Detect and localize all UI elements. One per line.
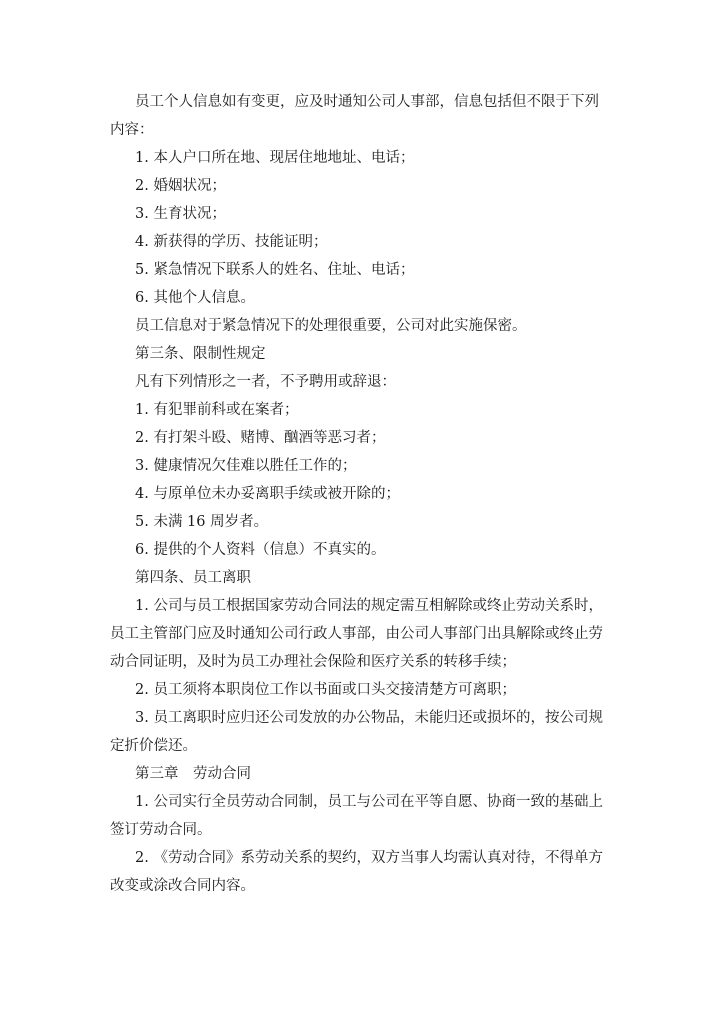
- list-item: 5. 紧急情况下联系人的姓名、住址、电话；: [135, 262, 415, 278]
- paragraph-line: 3. 员工离职时应归还公司发放的办公物品，未能归还或损坏的，按公司规: [135, 710, 603, 726]
- paragraph-line: 签订劳动合同。: [110, 822, 212, 838]
- paragraph-line: 改变或涂改合同内容。: [110, 878, 255, 894]
- list-item: 3. 健康情况欠佳难以胜任工作的；: [135, 458, 357, 474]
- list-item: 5. 未满 16 周岁者。: [135, 514, 269, 530]
- list-item: 2. 婚姻状况；: [135, 178, 226, 194]
- section-heading: 第四条、员工离职: [135, 570, 251, 586]
- paragraph-line: 动合同证明，及时为员工办理社会保险和医疗关系的转移手续；: [110, 654, 516, 670]
- section-heading: 第三条、限制性规定: [135, 346, 266, 362]
- paragraph-line: 凡有下列情形之一者，不予聘用或辞退：: [135, 374, 396, 390]
- paragraph-line: 1. 公司实行全员劳动合同制，员工与公司在平等自愿、协商一致的基础上: [135, 794, 603, 810]
- list-item: 6. 提供的个人资料（信息）不真实的。: [135, 542, 386, 558]
- list-item: 6. 其他个人信息。: [135, 290, 255, 306]
- paragraph-line: 内容：: [110, 122, 154, 138]
- paragraph-line: 2. 《劳动合同》系劳动关系的契约，双方当事人均需认真对待，不得单方: [135, 850, 603, 866]
- list-item: 4. 新获得的学历、技能证明；: [135, 234, 328, 250]
- paragraph-line: 员工主管部门应及时通知公司行政人事部，由公司人事部门出具解除或终止劳: [110, 626, 603, 642]
- paragraph-line: 定折价偿还。: [110, 738, 197, 754]
- list-item: 3. 生育状况；: [135, 206, 226, 222]
- paragraph-line: 2. 员工须将本职岗位工作以书面或口头交接清楚方可离职；: [135, 682, 516, 698]
- paragraph-line: 1. 公司与员工根据国家劳动合同法的规定需互相解除或终止劳动关系时，: [135, 598, 603, 614]
- list-item: 2. 有打架斗殴、赌博、酗酒等恶习者；: [135, 430, 386, 446]
- list-item: 1. 有犯罪前科或在案者；: [135, 402, 299, 418]
- list-item: 4. 与原单位未办妥离职手续或被开除的；: [135, 486, 400, 502]
- paragraph-line: 员工信息对于紧急情况下的处理很重要，公司对此实施保密。: [135, 318, 527, 334]
- chapter-heading: 第三章 劳动合同: [135, 766, 251, 782]
- paragraph-line: 员工个人信息如有变更，应及时通知公司人事部，信息包括但不限于下列: [135, 94, 599, 110]
- list-item: 1. 本人户口所在地、现居住地地址、电话；: [135, 150, 415, 166]
